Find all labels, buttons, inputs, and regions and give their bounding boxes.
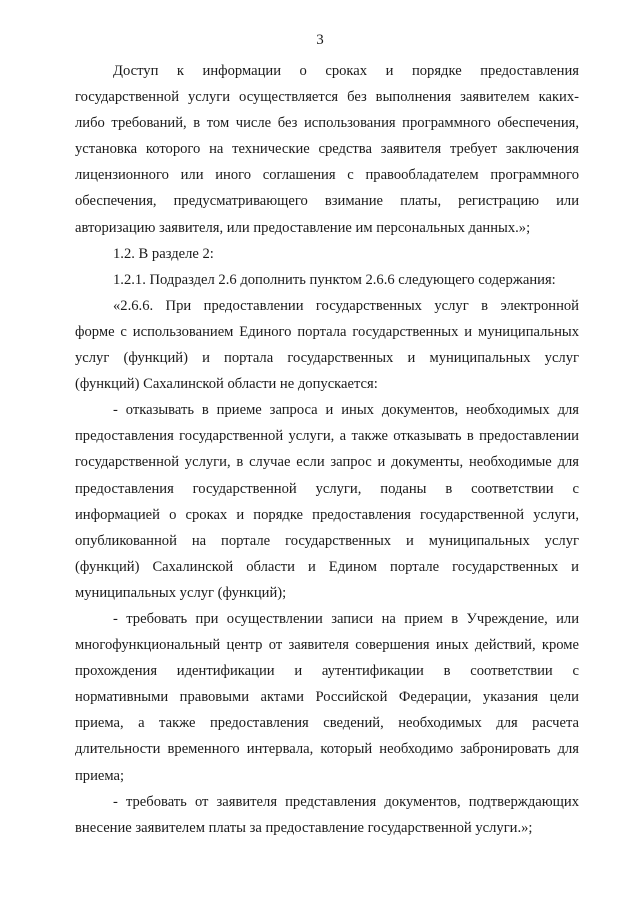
text-line: - требовать при осуществлении записи на прием в Учреждение, или: [113, 610, 579, 627]
document-body: [75, 58, 579, 841]
paragraph: [75, 58, 579, 241]
page-number: 3: [316, 32, 324, 48]
text-line: 1.2. В разделе 2:: [113, 245, 214, 262]
text-line: услуг (функций) и портала государственных и муниципальных услуг: [75, 350, 579, 367]
text-line: «2.6.6. При предоставлении государственных услуг в электронной: [113, 297, 579, 314]
text-line: форме с использованием Единого портала государственных и муниципальных: [75, 323, 579, 340]
text-line: либо требований, в том числе без использования программного обеспечения,: [75, 115, 579, 132]
text-line: Доступ к информации о сроках и порядке предоставления: [113, 63, 579, 79]
text-line: лицензионного или иного соглашения с правообладателем программного: [75, 167, 579, 184]
paragraph: [75, 293, 579, 397]
paragraph: [75, 397, 579, 606]
paragraph: [75, 606, 579, 789]
text-line: предоставления государственной услуги, а также отказывать в предоставлении: [75, 428, 579, 445]
text-line: государственной услуги, в случае если запрос и документы, необходимые для: [75, 454, 579, 471]
paragraph: [75, 789, 579, 841]
text-line: нормативными правовыми актами Российской Федерации, указания цели: [75, 689, 579, 706]
text-line: - отказывать в приеме запроса и иных документов, необходимых для: [113, 402, 579, 419]
text-line: внесение заявителем платы за предоставление государственной услуги.»;: [75, 819, 533, 836]
text-line: - требовать от заявителя представления документов, подтверждающих: [113, 793, 579, 810]
text-line: авторизацию заявителя, или предоставление им персональных данных.»;: [75, 219, 531, 236]
text-line: (функций) Сахалинской области и Едином портале государственных и: [75, 558, 579, 575]
paragraph: [75, 241, 579, 267]
text-line: длительности временного интервала, который необходимо забронировать для: [75, 741, 579, 758]
text-line: приема, а также предоставления сведений, необходимых для расчета: [75, 715, 579, 732]
text-line: 1.2.1. Подраздел 2.6 дополнить пунктом 2.6.6 следующего содержания:: [113, 271, 556, 288]
text-line: приема;: [75, 767, 125, 784]
text-line: опубликованной на портале государственных и муниципальных услуг: [75, 532, 579, 549]
text-line: многофункциональный центр от заявителя совершения иных действий, кроме: [75, 637, 579, 654]
text-line: информацией о сроках и порядке предоставления государственной услуги,: [75, 506, 579, 523]
text-line: обеспечения, предусматривающего взимание платы, регистрацию или: [75, 193, 579, 210]
text-line: (функций) Сахалинской области не допускается:: [75, 376, 378, 393]
text-line: предоставления государственной услуги, поданы в соответствии с: [75, 480, 579, 497]
text-line: государственной услуги осуществляется без выполнения заявителем каких-: [75, 89, 579, 106]
text-line: установка которого на технические средства заявителя требует заключения: [75, 141, 579, 158]
text-line: муниципальных услуг (функций);: [75, 584, 287, 601]
text-line: прохождения идентификации и аутентификации в соответствии с: [75, 663, 579, 680]
paragraph: [75, 267, 579, 293]
